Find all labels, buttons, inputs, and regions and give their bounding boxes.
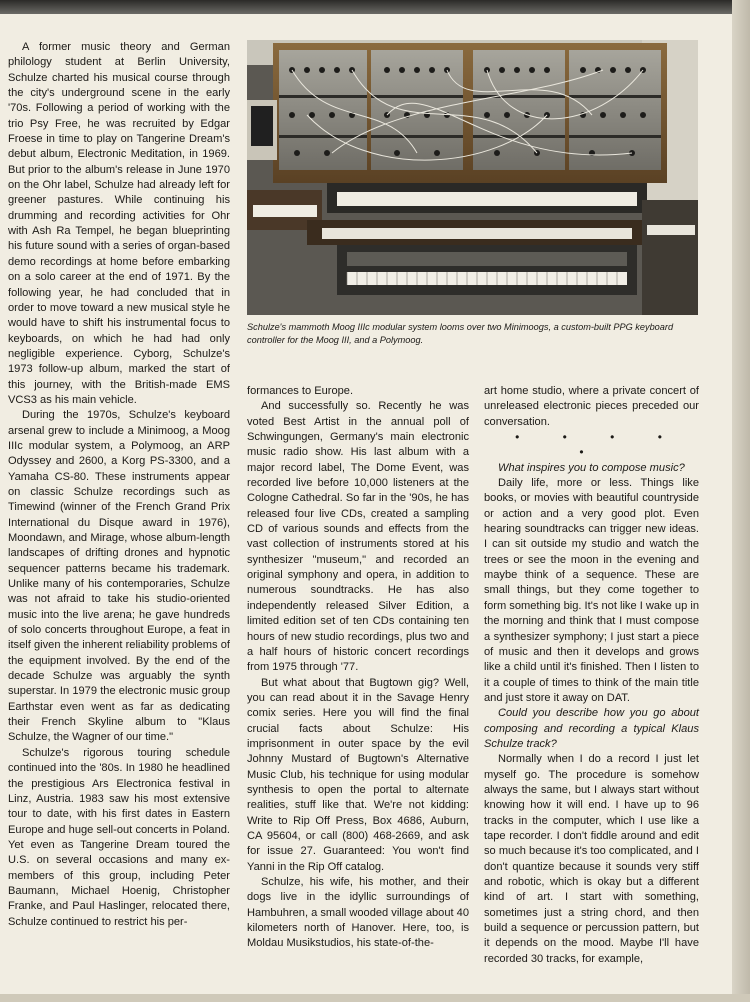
page-header-strip [0,0,750,14]
article-column-2 [247,384,469,952]
paragraph: A former music theory and German philology student at Berlin University, Schulze charted his musical course through the city's underground scene in the early '70s. Following a period of working with the trio Psy Free, he was recruited by Edgar Froese in time to play on Tangerine Dream's debut album, Electronic Meditation, in 1969. But prior to the album's release in June 1970 on the Ohr label, Schulze had already left for greener pastures. While continuing his drumming and recording activities for Ohr with Ash Ra Tempel, he began blueprinting his future sound with a series of organ-based demo recordings at home before embarking on a solo career at the end of 1971. By the following year, he had concluded that in order to move toward a new musical style he would have to shift his instrumental focus to keyboards, on which he had had only negligible experience. Cyborg, Schulze's 1973 follow-up album, marked the start of this journey, with the British-made EMS VCS3 as his main vehicle. [8,41,230,406]
paragraph: And successfully so. Recently he was voted Best Artist in the annual poll of Schwingungen, Germany's main electronic music radio show. His last album with a major record label, The Dome Event, was recorded live before 10,000 listeners at the Cologne Cathedral. So far in the '90s, he has released four live CDs, created a sampling CD of various sounds and effects from the vast collection of instruments stored at his synthesizer "museum," and recorded an original symphony and opera, in addition to numerous soundtracks. He has also independently released Silver Edition, a limited edition set of ten CDs containing ten hours of new studio recordings, plus two and a half hours of historic concert recordings from 1975 through '77. [247,400,469,674]
paragraph: Schulze, his wife, his mother, and their dogs live in the idyllic surroundings of Hambuhren, a small wooded village about 40 kilometers north of Hanover. Here, too, is Moldau Musikstudios, his state-of-the- [247,876,470,950]
section-separator: • • • • • [515,430,682,460]
paragraph: formances to Europe. [247,385,354,397]
paragraph: art home studio, where a private concert of unreleased electronic pieces preceded our conversation. [484,385,699,428]
paragraph: During the 1970s, Schulze's keyboard arsenal grew to include a Minimoog, a Moog IIIc modular system, a Polymoog, an ARP Odyssey and 2600, a Korg PS-3300, and a Yamaha CS-80. These instruments appear on classic Schulze recordings such as Timewind (winner of the French Grand Prix International du Disque award in 1976), Moondawn, and Mirage, whose album-length landscapes of drifting drones and hypnotic sequencer patterns became his trademark. Unlike many of his contemporaries, Schulze was not afraid to take his studio-oriented music into the live arena; he gave hundreds of solo concerts throughout Europe, a feat in itself given the inherent reliability problems of the equipment involved. By the end of the decade Schulze was arguably the synth superstar. In 1979 the electronic music group Earthstar even went as far as dedicating their French Skyline album to "Klaus Schulze, the Wagner of our time." [8,409,230,744]
article-column-3 [484,384,699,967]
page-edge [732,0,750,1002]
synthesizer-photo [247,40,698,315]
article-column-1 [8,40,230,930]
paragraph: Schulze's rigorous touring schedule continued into the '80s. In 1980 he headlined the prestigious Ars Electronica festival in Linz, Austria. 1983 saw his most extensive tour to date, with his first dates in Eastern Europe and huge sell-out concerts in Poland. Yet even as Tangerine Dream toured the U.S. on several occasions and many ex-members of this group, including Peter Baumann, Michael Hoenig, Christopher Franke, and Paul Haslinger, relocated there, Schulze continued to restrict his per- [8,746,230,928]
interview-answer: Daily life, more or less. Things like books, or movies with beautiful countryside or action and a very good plot. Even hearing soundtracks can trigger new ideas. I can sit outside my studio and watch the trees or see the moon in the evening and maybe think of a sequence. These are small things, but they come together to form something big. It's not like I wake up in the morning and think that I must compose a synthesizer symphony; I just start a piece of music and then it develops and grows like a child until it's finished. Then I listen to it a couple of times to think of the main title and just store it away on DAT. [484,477,699,704]
interview-answer: Normally when I do a record I just let myself go. The procedure is somehow always the same, but I always start without knowing how it will end. I have up to 96 tracks in the computer, which I use like a tape recorder. I don't fiddle around and edit so much because it's too complicated, and I don't quantize because it sounds very stiff and robotic, which is okay but a different kind of art. I start with something, sometimes just a string chord, and then build a sequence or percussion pattern, but it depends on the mood. Maybe I'll have recorded 30 tracks, for example, [484,753,699,965]
photo-caption: Schulze's mammoth Moog IIIc modular system looms over two Minimoogs, a custom-built PPG keyboard controller for the Moog III, and a Polymoog. [247,322,674,345]
moog-modular-illustration [247,40,698,315]
interview-question: Could you describe how you go about composing and recording a typical Klaus Schulze track? [484,707,699,750]
paragraph: But what about that Bugtown gig? Well, you can read about it in the Savage Henry comix series. Here you will find the final crucial facts about Schulze: His imprisonment in outer space by the evil Johnny Mustard of Bugtown's Alternative Music Club, his technique for using modular synthesis to open the portal to alternate realities, stuff like that. We're not kidding: Write to Rip Off Press, Box 4686, Auburn, CA 95604, or call (800) 468-2669, and ask for issue 27. Guaranteed: You won't find Yanni in the Rip Off catalog. [247,676,469,873]
interview-question: What inspires you to compose music? [498,461,685,474]
page-bottom-edge [0,994,750,1002]
